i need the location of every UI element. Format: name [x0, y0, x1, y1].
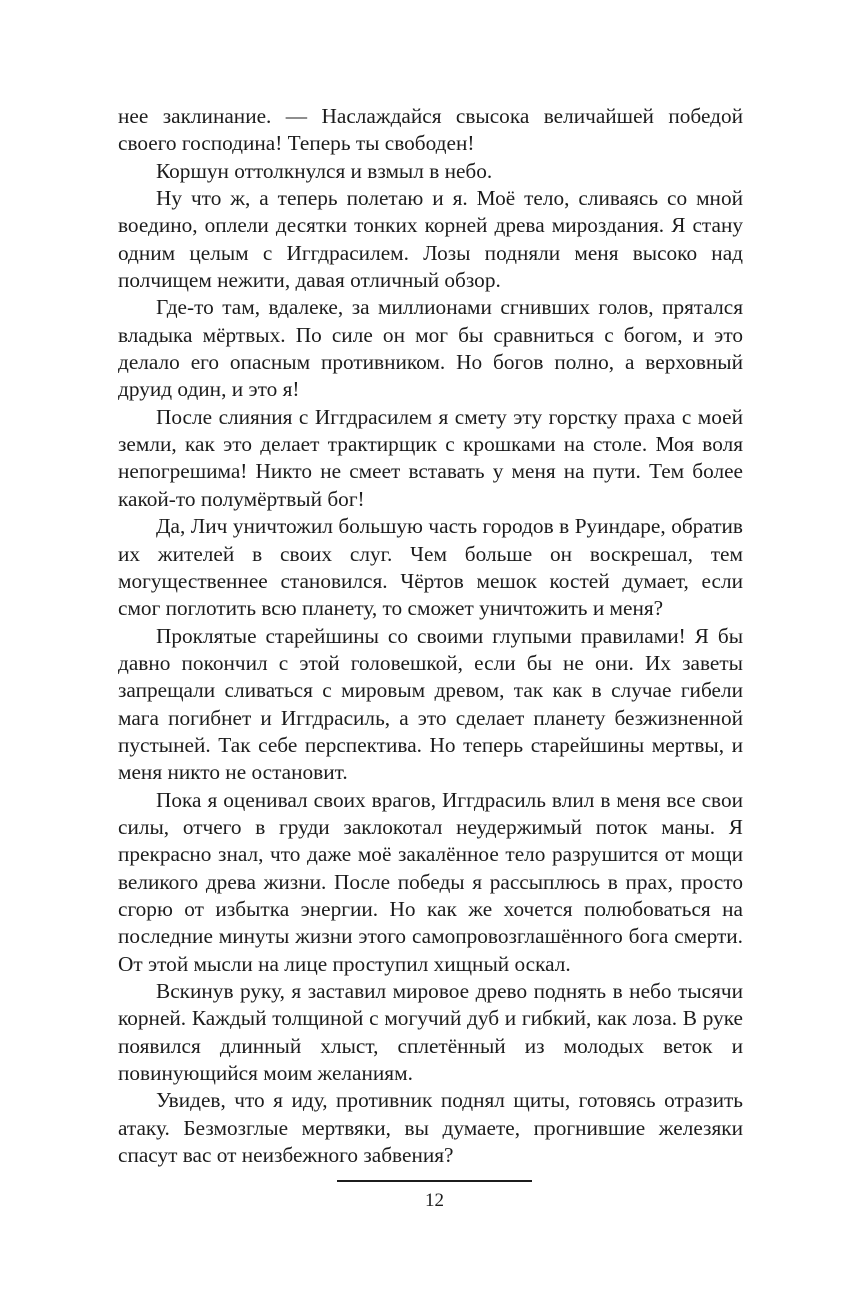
- paragraph: Ну что ж, а теперь полетаю и я. Моё тело, сливаясь со мной воедино, оплели десятки тонких корней древа мироздания. Я стану одним целым с Иггдрасилем. Лозы подняли меня высоко над полчищем нежити, давая отличный обзор.: [118, 186, 743, 293]
- footer-divider: [337, 1180, 532, 1182]
- paragraph: Вскинув руку, я заставил мировое древо поднять в небо тысячи корней. Каждый толщиной с могучий дуб и гибкий, как лоза. В руке появился длинный хлыст, сплетённый из молодых веток и повинующийся моим желаниям.: [118, 979, 743, 1086]
- page-number: 12: [425, 1190, 444, 1211]
- paragraph: Проклятые старейшины со своими глупыми правилами! Я бы давно покончил с этой головешкой, если бы не они. Их заветы запрещали сливаться с мировым древом, так как в случае гибели мага погибнет и Иггдрасиль, а это сделает планету безжизненной пустыней. Так себе перспектива. Но теперь старейшины мертвы, и меня никто не остановит.: [118, 623, 743, 785]
- paragraph: Да, Лич уничтожил большую часть городов в Руиндаре, обратив их жителей в своих слуг. Чем больше он воскрешал, тем могущественнее становился. Чёртов мешок костей думает, если смог поглотить всю планету, то сможет уничтожить и меня?: [118, 514, 743, 621]
- paragraph: Увидев, что я иду, противник поднял щиты, готовясь отразить атаку. Безмозглые мертвяки, вы думаете, прогнившие железяки спасут вас от неизбежного забвения?: [118, 1088, 743, 1168]
- paragraph: Где-то там, вдалеке, за миллионами сгнивших голов, прятался владыка мёртвых. По силе он мог бы сравниться с богом, и это делало его опасным противником. Но богов полно, а верховный друид один, и это я!: [118, 295, 743, 402]
- paragraph: нее заклинание. — Наслаждайся свысока величайшей победой своего господина! Теперь ты свободен!: [118, 104, 743, 156]
- paragraph: После слияния с Иггдрасилем я смету эту горстку праха с моей земли, как это делает трактирщик с крошками на столе. Моя воля непогрешима! Никто не смеет вставать у меня на пути. Тем более какой-то полумёртвый бог!: [118, 404, 743, 511]
- body-text: [118, 103, 743, 1169]
- paragraph: Пока я оценивал своих врагов, Иггдрасиль влил в меня все свои силы, отчего в груди заклокотал неудержимый поток маны. Я прекрасно знал, что даже моё закалённое тело разрушится от мощи великого древа жизни. После победы я рассыплюсь в прах, просто сгорю от избытка энергии. Но как же хочется полюбоваться на последние минуты жизни этого самопровозглашённого бога смерти. От этой мысли на лице проступил хищный оскал.: [118, 787, 743, 976]
- paragraph: Коршун оттолкнулся и взмыл в небо.: [156, 158, 493, 183]
